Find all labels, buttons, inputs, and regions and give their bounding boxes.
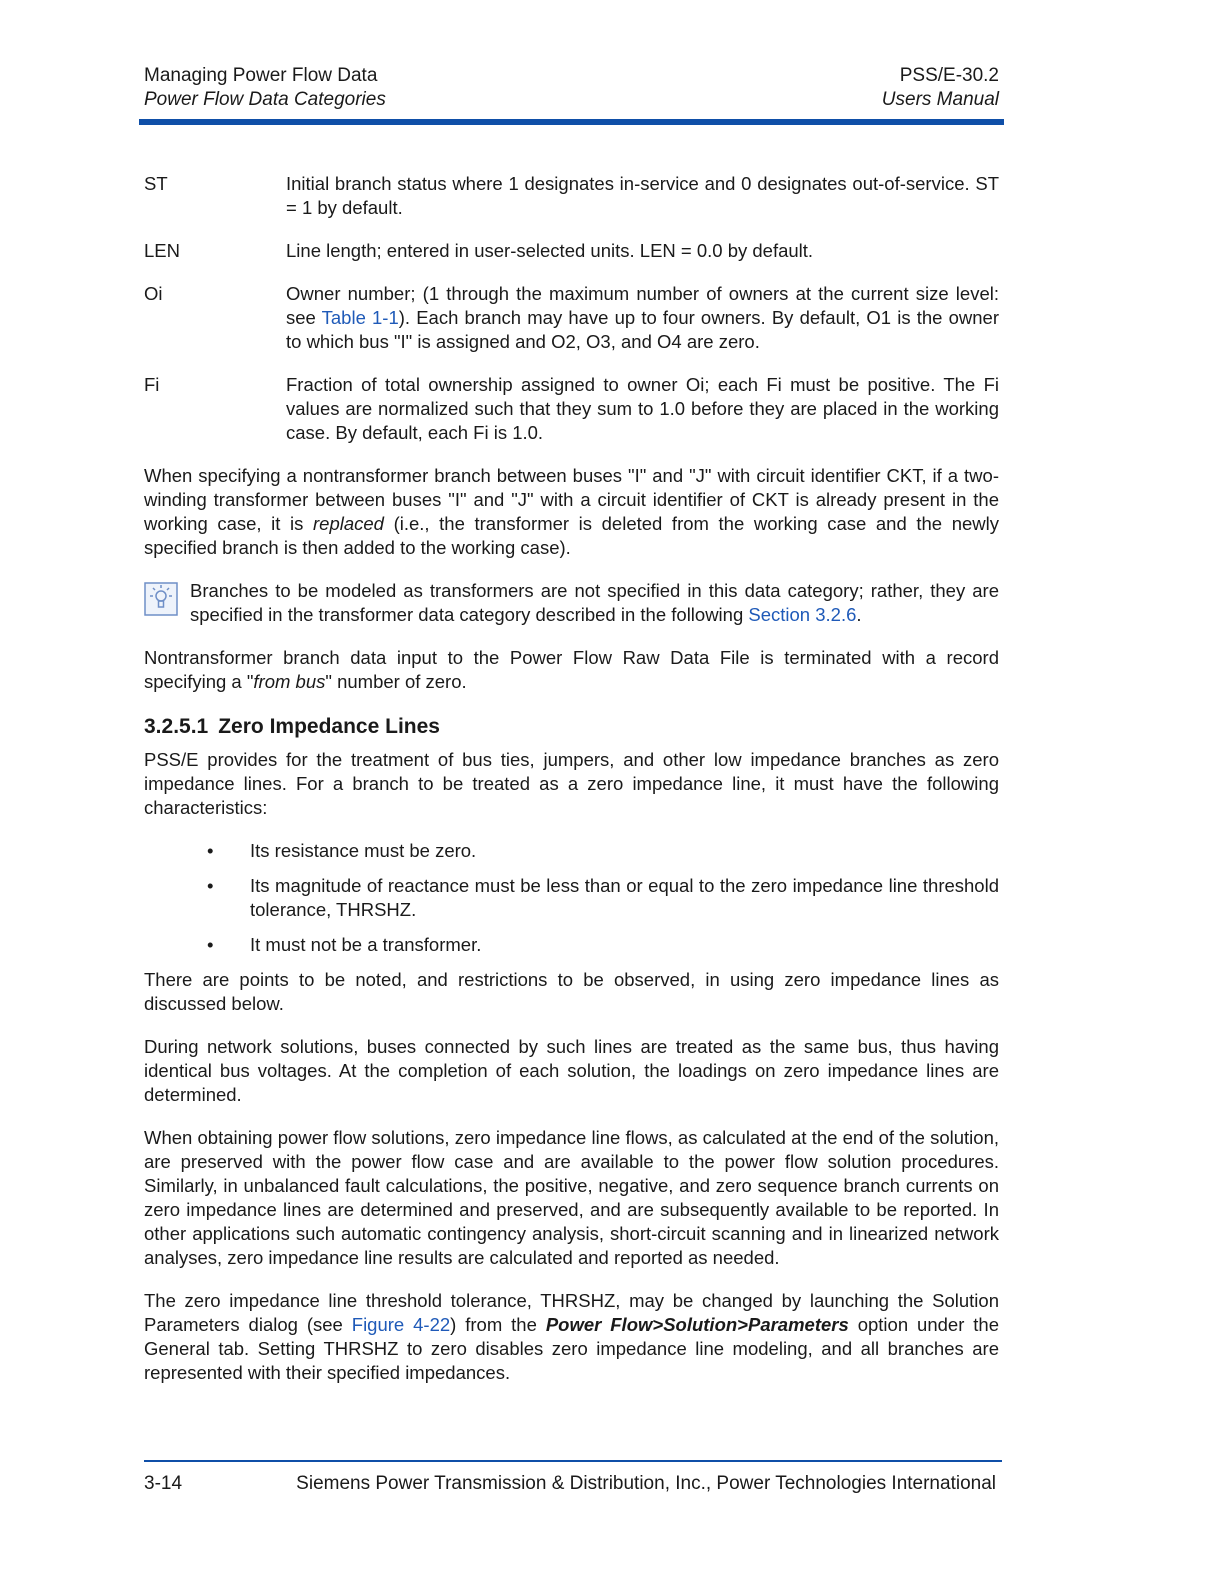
paragraph-text: ) from the bbox=[450, 1314, 546, 1335]
note-box bbox=[144, 579, 999, 627]
list-item-text: It must not be a transformer. bbox=[250, 934, 482, 955]
paragraph bbox=[144, 464, 999, 560]
paragraph bbox=[144, 646, 999, 694]
section-3-2-6-link[interactable]: Section 3.2.6 bbox=[748, 604, 857, 625]
figure-4-22-link[interactable]: Figure 4-22 bbox=[351, 1314, 451, 1335]
page-body bbox=[144, 172, 999, 1404]
definition-desc-text: ). Each branch may have up to four owners. By default, O1 is the owner to which bus "I" is assigned and O2, O3, and O4 are zero. bbox=[286, 307, 999, 352]
note-text-part: . bbox=[856, 604, 862, 625]
list-item-text: Its magnitude of reactance must be less than or equal to the zero impedance line threshold tolerance, THRSHZ. bbox=[250, 875, 999, 920]
definition-term: ST bbox=[144, 173, 168, 194]
definition-desc bbox=[286, 282, 999, 354]
emphasis: replaced bbox=[313, 513, 384, 534]
definition-term: Oi bbox=[144, 283, 163, 304]
paragraph-text: " number of zero. bbox=[325, 671, 467, 692]
characteristics-list bbox=[144, 839, 999, 957]
list-item-text: Its resistance must be zero. bbox=[250, 840, 477, 861]
section-number: 3.2.5.1 bbox=[144, 715, 209, 738]
paragraph-text: option under the General tab. Setting THRSHZ to zero disables zero impedance line modeling, and all branches are represented with their specified impedances. bbox=[144, 1314, 999, 1383]
paragraph: There are points to be noted, and restrictions to be observed, in using zero impedance lines as discussed below. bbox=[144, 969, 999, 1014]
definition-len bbox=[144, 239, 999, 263]
publisher-name: Siemens Power Transmission & Distribution, Inc., Power Technologies International bbox=[296, 1473, 996, 1494]
bullet: • bbox=[207, 934, 214, 955]
page-number: 3-14 bbox=[144, 1473, 183, 1494]
paragraph: PSS/E provides for the treatment of bus ties, jumpers, and other low impedance branches as zero impedance lines. For a branch to be treated as a zero impedance line, it must have the following characteristics: bbox=[144, 749, 999, 818]
list-item bbox=[207, 839, 999, 863]
list-item bbox=[207, 874, 999, 922]
definition-desc: Line length; entered in user-selected units. LEN = 0.0 by default. bbox=[286, 240, 814, 261]
lightbulb-icon bbox=[144, 582, 178, 616]
definition-term: LEN bbox=[144, 240, 180, 261]
paragraph: When obtaining power flow solutions, zero impedance line flows, as calculated at the end of the solution, are preserved with the power flow case and are available to the power flow solution procedures. Similarly, in unbalanced fault calculations, the positive, negative, and zero sequence branch currents on zero impedance lines are determined and preserved, and are subsequently available to be reported. In other applications such automatic contingency analysis, short-circuit scanning and in linearized network analyses, zero impedance line results are calculated and reported as needed. bbox=[144, 1127, 999, 1268]
definition-desc-text: Owner number; (1 through the maximum number of owners at the current size level: see bbox=[286, 283, 999, 328]
paragraph-text: Nontransformer branch data input to the Power Flow Raw Data File is terminated with a record specifying a " bbox=[144, 647, 999, 692]
product-name: PSS/E-30.2 bbox=[899, 65, 999, 86]
definition-desc: Fraction of total ownership assigned to owner Oi; each Fi must be positive. The Fi values are normalized such that they sum to 1.0 before they are placed in the working case. By default, each Fi is 1.0. bbox=[286, 374, 999, 443]
header-left bbox=[144, 64, 386, 112]
note-text-part: Branches to be modeled as transformers are not specified in this data category; rather, they are specified in the transformer data category described in the following bbox=[190, 580, 999, 625]
header-rule bbox=[139, 119, 1004, 125]
header-right bbox=[882, 64, 999, 112]
paragraph bbox=[144, 1289, 999, 1385]
table-1-1-link[interactable]: Table 1-1 bbox=[321, 307, 399, 328]
definition-fi bbox=[144, 373, 999, 445]
emphasis: from bus bbox=[253, 671, 326, 692]
chapter-title: Managing Power Flow Data bbox=[144, 65, 378, 86]
section-heading-title: Zero Impedance Lines bbox=[218, 715, 440, 738]
bullet: • bbox=[207, 840, 214, 861]
definition-oi bbox=[144, 282, 999, 354]
definition-term: Fi bbox=[144, 374, 160, 395]
definition-st bbox=[144, 172, 999, 220]
bullet: • bbox=[207, 875, 214, 896]
paragraph-text: When specifying a nontransformer branch between buses "I" and "J" with circuit identifier CKT, if a two-winding transformer between buses "I" and "J" with a circuit identifier of CKT is already present in the working case, it is bbox=[144, 465, 999, 534]
section-heading bbox=[144, 713, 999, 741]
note-text bbox=[190, 579, 999, 627]
list-item bbox=[207, 933, 999, 957]
menu-path: Power Flow>Solution>Parameters bbox=[545, 1314, 849, 1335]
paragraph-text: (i.e., the transformer is deleted from the working case and the newly specified branch is then added to the working case). bbox=[144, 513, 999, 558]
paragraph: During network solutions, buses connected by such lines are treated as the same bus, thus having identical bus voltages. At the completion of each solution, the loadings on zero impedance lines are determined. bbox=[144, 1036, 999, 1105]
definition-desc: Initial branch status where 1 designates in-service and 0 designates out-of-service. ST = 1 by default. bbox=[286, 173, 999, 218]
manual-name: Users Manual bbox=[881, 89, 999, 110]
page-header bbox=[144, 64, 1002, 124]
section-title: Power Flow Data Categories bbox=[144, 89, 386, 110]
footer-rule bbox=[144, 1460, 1002, 1462]
paragraph-text: The zero impedance line threshold tolerance, THRSHZ, may be changed by launching the Solution Parameters dialog (see bbox=[144, 1290, 999, 1335]
